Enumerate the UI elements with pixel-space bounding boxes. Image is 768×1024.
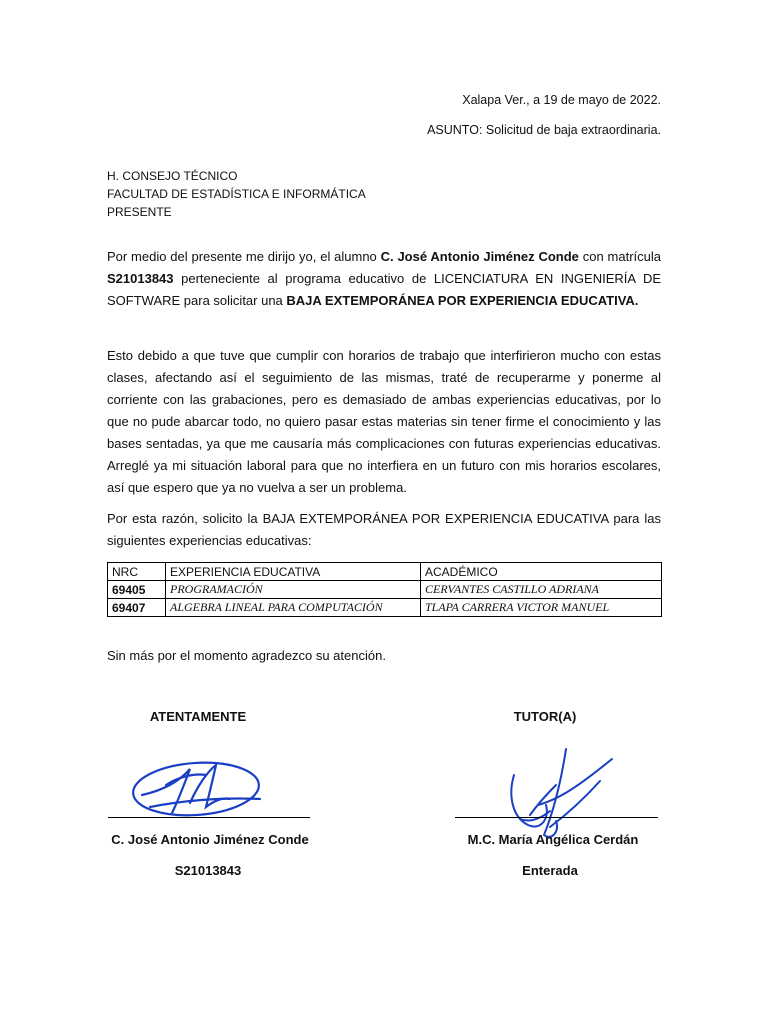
student-signature [120, 755, 270, 825]
header-academico: ACADÉMICO [421, 563, 662, 581]
letter-date: Xalapa Ver., a 19 de mayo de 2022. [462, 93, 661, 107]
p1-text-b: con matrícula [578, 249, 661, 264]
paragraph-list-intro: Por esta razón, solicito la BAJA EXTEMPORÁNEA POR EXPERIENCIA EDUCATIVA para las siguientes experiencias educativas: [107, 511, 661, 548]
p1-text-a: Por medio del presente me dirijo yo, el alumno [107, 249, 381, 264]
table-header-row [108, 563, 662, 581]
student-signature-name: C. José Antonio Jiménez Conde [111, 832, 309, 847]
p1-text-c: perteneciente al programa educativo de LICENCIATURA EN INGENIERÍA DE SOFTWARE para solicitar una [107, 271, 661, 308]
closing-thanks: Sin más por el momento agradezco su atención. [107, 648, 386, 663]
tutor-signature-name: M.C. María Angélica Cerdán [467, 832, 639, 847]
request-type: BAJA EXTEMPORÁNEA POR EXPERIENCIA EDUCATIVA. [286, 293, 639, 308]
paragraph-request [107, 246, 661, 312]
addressee-block [107, 167, 366, 221]
letter-subject: ASUNTO: Solicitud de baja extraordinaria. [427, 123, 661, 137]
signature-heading-tutor: TUTOR(A) [513, 709, 577, 724]
addressee-line-2: FACULTAD DE ESTADÍSTICA E INFORMÁTICA [107, 187, 366, 201]
table-row [108, 599, 662, 617]
addressee-line-3: PRESENTE [107, 205, 172, 219]
tutor-status: Enterada [522, 863, 578, 878]
cell-academico: CERVANTES CASTILLO ADRIANA [421, 581, 662, 599]
cell-nrc: 69407 [108, 599, 166, 617]
cell-nrc: 69405 [108, 581, 166, 599]
student-id: S21013843 [107, 271, 174, 286]
cell-experiencia: PROGRAMACIÓN [166, 581, 421, 599]
courses-table [107, 562, 662, 617]
header-experiencia: EXPERIENCIA EDUCATIVA [166, 563, 421, 581]
signature-line-student [108, 817, 310, 818]
table-row [108, 581, 662, 599]
addressee-line-1: H. CONSEJO TÉCNICO [107, 169, 238, 183]
header-nrc: NRC [108, 563, 166, 581]
student-signature-id: S21013843 [174, 863, 242, 878]
student-name: C. José Antonio Jiménez Conde [380, 249, 579, 264]
cell-experiencia: ALGEBRA LINEAL PARA COMPUTACIÓN [166, 599, 421, 617]
cell-academico: TLAPA CARRERA VICTOR MANUEL [421, 599, 662, 617]
signature-line-tutor [455, 817, 658, 818]
signature-heading-student: ATENTAMENTE [149, 709, 247, 724]
paragraph-reason: Esto debido a que tuve que cumplir con horarios de trabajo que interfirieron mucho con estas clases, afectando así el seguimiento de las mismas, traté de recuperarme y ponerme al corriente con las grabaciones, pero es demasiado de ambas experiencias educativas, por lo que no pude abarcar todo, no quiero pasar estas materias sin tener firme el conocimiento y las bases sentadas, ya que me causaría más complicaciones con futuras experiencias educativas. Arreglé ya mi situación laboral para que no interfiera en un futuro con mis horarios escolares, así que espero que ya no vuelva a ser un problema. [107, 348, 661, 495]
